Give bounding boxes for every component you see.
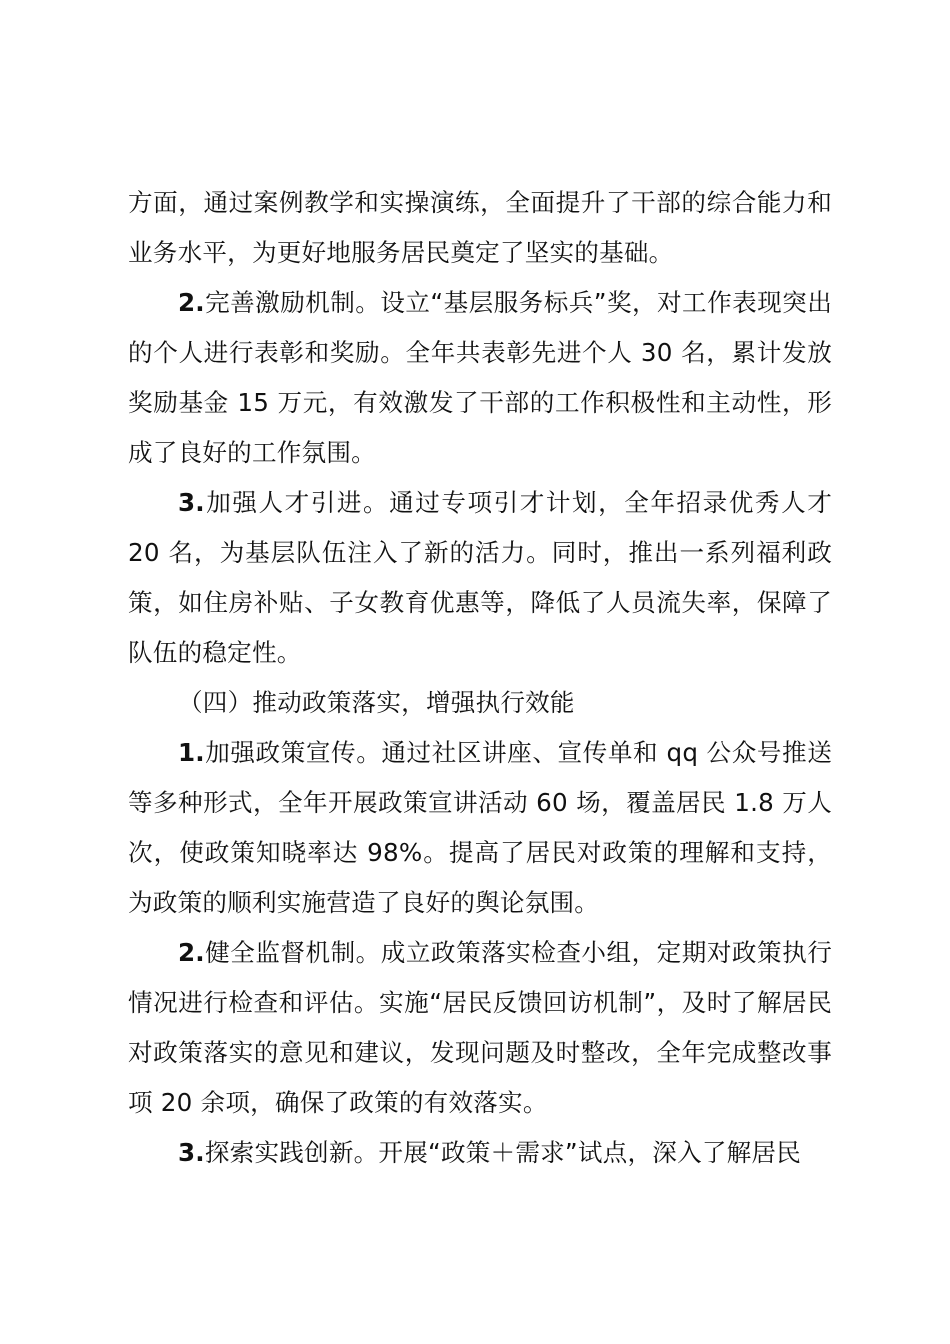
paragraph-item-supervision	[128, 928, 832, 1128]
item-number: 1.	[178, 738, 205, 767]
item-number: 2.	[178, 288, 205, 317]
paragraph-text: 方面，通过案例教学和实操演练，全面提升了干部的综合能力和业务水平，为更好地服务居民奠定了坚实的基础。	[128, 188, 832, 267]
paragraph-item-publicity	[128, 728, 832, 928]
paragraph-item-incentive	[128, 278, 832, 478]
paragraph-item-talent	[128, 478, 832, 678]
paragraph-text: 加强人才引进。通过专项引才计划，全年招录优秀人才 20 名，为基层队伍注入了新的活力。同时，推出一系列福利政策，如住房补贴、子女教育优惠等，降低了人员流失率，保障了队伍的稳定性。	[128, 488, 832, 667]
item-number: 3.	[178, 488, 205, 517]
paragraph-item-innovation	[128, 1128, 832, 1178]
paragraph-text: 探索实践创新。开展“政策＋需求”试点，深入了解居民	[204, 1138, 801, 1167]
paragraph-text: 加强政策宣传。通过社区讲座、宣传单和 qq 公众号推送等多种形式，全年开展政策宣讲活动 60 场，覆盖居民 1.8 万人次，使政策知晓率达 98%。提高了居民对政策的理解和支持，为政策的顺利实施营造了良好的舆论氛围。	[128, 738, 832, 917]
item-number: 3.	[178, 1138, 205, 1167]
section-heading: （四）推动政策落实，增强执行效能	[178, 688, 575, 717]
paragraph-continuation	[128, 178, 832, 278]
paragraph-text: 健全监督机制。成立政策落实检查小组，定期对政策执行情况进行检查和评估。实施“居民反馈回访机制”，及时了解居民对政策落实的意见和建议，发现问题及时整改，全年完成整改事项 20 余项，确保了政策的有效落实。	[128, 938, 832, 1117]
item-number: 2.	[178, 938, 205, 967]
document-body	[128, 178, 832, 1178]
paragraph-text: 完善激励机制。设立“基层服务标兵”奖，对工作表现突出的个人进行表彰和奖励。全年共表彰先进个人 30 名，累计发放奖励基金 15 万元，有效激发了干部的工作积极性和主动性，形成了良好的工作氛围。	[128, 288, 832, 467]
